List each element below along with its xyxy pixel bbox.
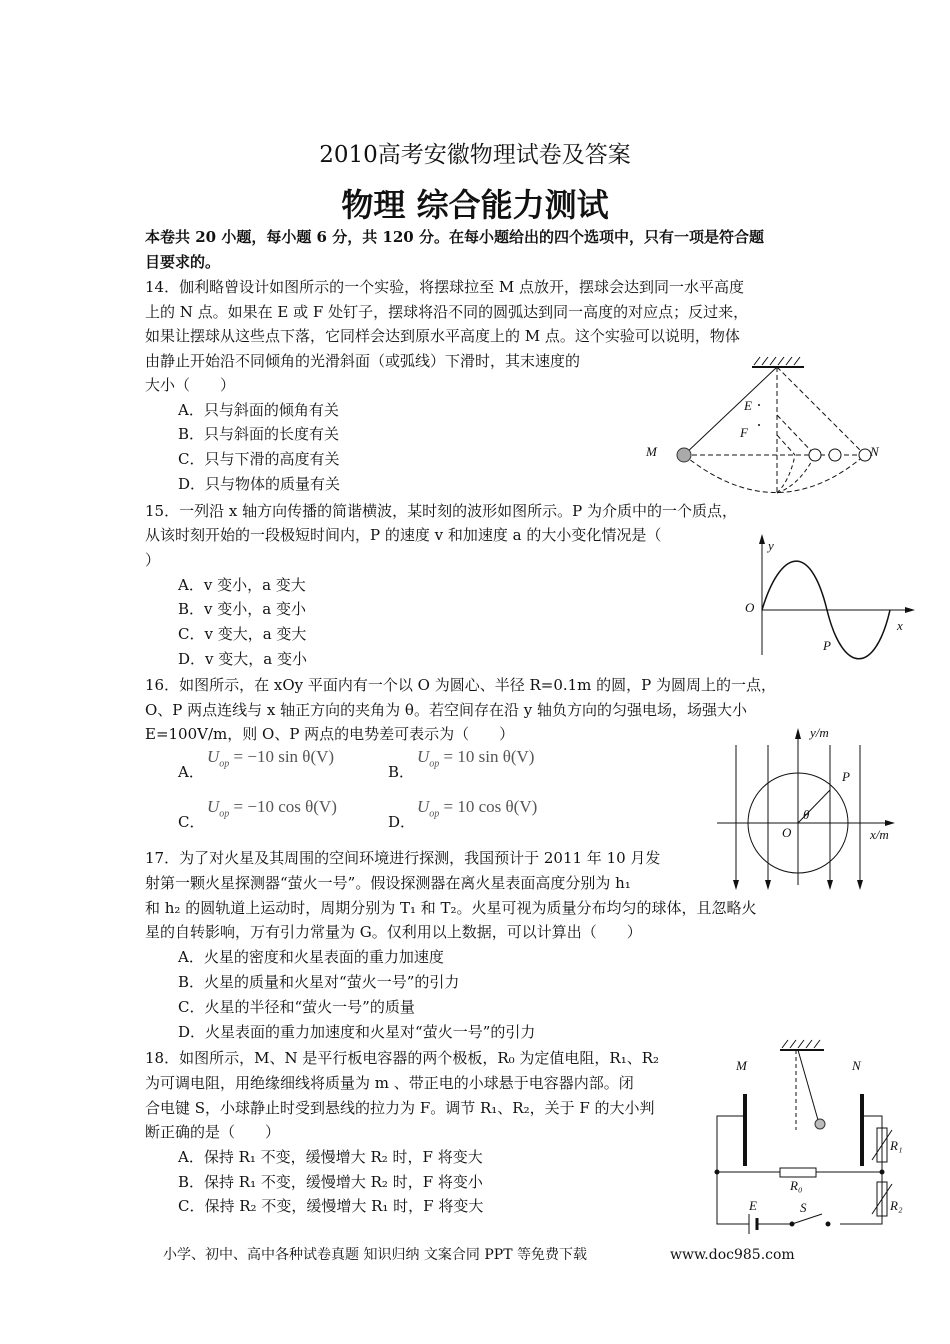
question-text: 断正确的是（ ）	[145, 1123, 281, 1141]
document-title: 2010高考安徽物理试卷及答案	[319, 142, 631, 168]
question-text: 14．伽利略曾设计如图所示的一个实验，将摆球拉至 M 点放开，摆球会达到同一水平高度	[145, 278, 744, 296]
option-b-formula: $U_{op} = 10$ sin θ(V)	[417, 747, 535, 770]
option-d-formula: $U_{op} = 10$ cos θ(V)	[417, 797, 538, 820]
label-o: O	[782, 825, 792, 840]
question-text: 17．为了对火星及其周围的空间环境进行探测，我国预计于 2011 年 10 月发	[145, 849, 661, 867]
label-y: y/m	[810, 725, 829, 740]
option-b: B．v 变小，a 变小	[178, 600, 306, 618]
circuit-figure	[712, 1038, 912, 1242]
label-m: M	[646, 444, 657, 459]
label-r2: R₂	[890, 1198, 903, 1213]
question-text: 16．如图所示，在 xOy 平面内有一个以 O 为圆心、半径 R=0.1m 的圆，P 为圆周上的一点，	[145, 676, 777, 694]
label-r1: R₁	[890, 1138, 903, 1153]
wave-figure	[735, 530, 920, 660]
question-text: 如果让摆球从这些点下落，它同样会达到原水平高度上的 M 点。这个实验可以说明，物体	[145, 327, 740, 345]
label-o: O	[745, 600, 755, 615]
label-e: E	[744, 398, 752, 413]
label-s: S	[800, 1200, 807, 1215]
option-d: D．只与物体的质量有关	[178, 475, 341, 493]
option-a-letter: A．	[178, 763, 204, 781]
option-c: C．保持 R₂ 不变，缓慢增大 R₁ 时，F 将变大	[178, 1197, 484, 1215]
question-text: 从该时刻开始的一段极短时间内，P 的速度 v 和加速度 a 的大小变化情况是（	[145, 526, 662, 544]
label-p: P	[842, 769, 850, 784]
option-b: B．火星的质量和火星对“萤火一号”的引力	[178, 973, 460, 991]
question-text: 为可调电阻，用绝缘细线将质量为 m 、带正电的小球悬于电容器内部。闭	[145, 1074, 634, 1092]
option-a-formula: $U_{op} = -10$ sin θ(V)	[207, 747, 335, 770]
footer-link[interactable]: www.doc985.com	[670, 1247, 795, 1263]
label-y: y	[768, 538, 774, 553]
option-b-letter: B．	[388, 763, 415, 781]
pendulum-figure	[640, 355, 890, 500]
label-e: E	[749, 1198, 757, 1213]
instructions: 目要求的。	[145, 253, 221, 271]
question-text: 上的 N 点。如果在 E 或 F 处钉子，摆球将沿不同的圆弧达到同一高度的对应点；反过来，	[145, 303, 749, 321]
electric-field-figure	[712, 725, 902, 895]
label-p: P	[823, 638, 831, 653]
option-c-formula: $U_{op} = -10$ cos θ(V)	[207, 797, 337, 820]
label-theta: θ	[803, 807, 810, 822]
option-a: A．火星的密度和火星表面的重力加速度	[178, 948, 444, 966]
question-text: 18．如图所示，M、N 是平行板电容器的两个极板，R₀ 为定值电阻，R₁、R₂	[145, 1049, 660, 1067]
question-text: 星的自转影响，万有引力常量为 G。仅利用以上数据，可以计算出（ ）	[145, 923, 642, 941]
footer-text: 小学、初中、高中各种试卷真题 知识归纳 文案合同 PPT 等免费下载	[163, 1247, 587, 1263]
option-a: A．v 变小，a 变大	[178, 576, 306, 594]
option-b: B．只与斜面的长度有关	[178, 425, 340, 443]
label-m: M	[736, 1058, 747, 1073]
label-n: N	[852, 1058, 861, 1073]
question-text: 15．一列沿 x 轴方向传播的简谐横波，某时刻的波形如图所示。P 为介质中的一个质点，	[145, 502, 737, 520]
option-d: D．v 变大，a 变小	[178, 650, 307, 668]
label-x: x/m	[870, 827, 889, 842]
label-n: N	[870, 444, 879, 459]
instructions: 本卷共 20 小题，每小题 6 分，共 120 分。在每小题给出的四个选项中，只有一项是符合题	[145, 228, 764, 246]
pendulum-ball-icon	[677, 448, 691, 462]
label-x: x	[897, 618, 903, 633]
option-d: D．火星表面的重力加速度和火星对“萤火一号”的引力	[178, 1023, 536, 1041]
option-c: C．火星的半径和“萤火一号”的质量	[178, 998, 415, 1016]
question-text: O、P 两点连线与 x 轴正方向的夹角为 θ。若空间存在沿 y 轴负方向的匀强电场，场强大小	[145, 701, 747, 719]
question-text: 射第一颗火星探测器“萤火一号”。假设探测器在离火星表面高度分别为 h₁	[145, 874, 631, 892]
label-r0: R₀	[790, 1178, 803, 1193]
option-b: B．保持 R₁ 不变，缓慢增大 R₂ 时，F 将变小	[178, 1173, 483, 1191]
option-a: A．只与斜面的倾角有关	[178, 401, 339, 419]
option-c: C．v 变大，a 变大	[178, 625, 307, 643]
question-text: 合电键 S，小球静止时受到悬线的拉力为 F。调节 R₁、R₂，关于 F 的大小判	[145, 1099, 655, 1117]
question-text: 大小（ ）	[145, 376, 236, 394]
section-title: 物理 综合能力测试	[341, 186, 609, 224]
label-f: F	[740, 425, 748, 440]
option-a: A．保持 R₁ 不变，缓慢增大 R₂ 时，F 将变大	[178, 1148, 483, 1166]
option-d-letter: D．	[388, 813, 416, 831]
option-c-letter: C．	[178, 813, 205, 831]
question-text: 和 h₂ 的圆轨道上运动时，周期分别为 T₁ 和 T₂。火星可视为质量分布均匀的球体，且忽略火	[145, 899, 757, 917]
question-text: E=100V/m，则 O、P 两点的电势差可表示为（ ）	[145, 725, 515, 743]
question-text: 由静止开始沿不同倾角的光滑斜面（或弧线）下滑时，其末速度的	[145, 352, 581, 370]
option-c: C．只与下滑的高度有关	[178, 450, 340, 468]
question-text: ）	[145, 551, 161, 569]
